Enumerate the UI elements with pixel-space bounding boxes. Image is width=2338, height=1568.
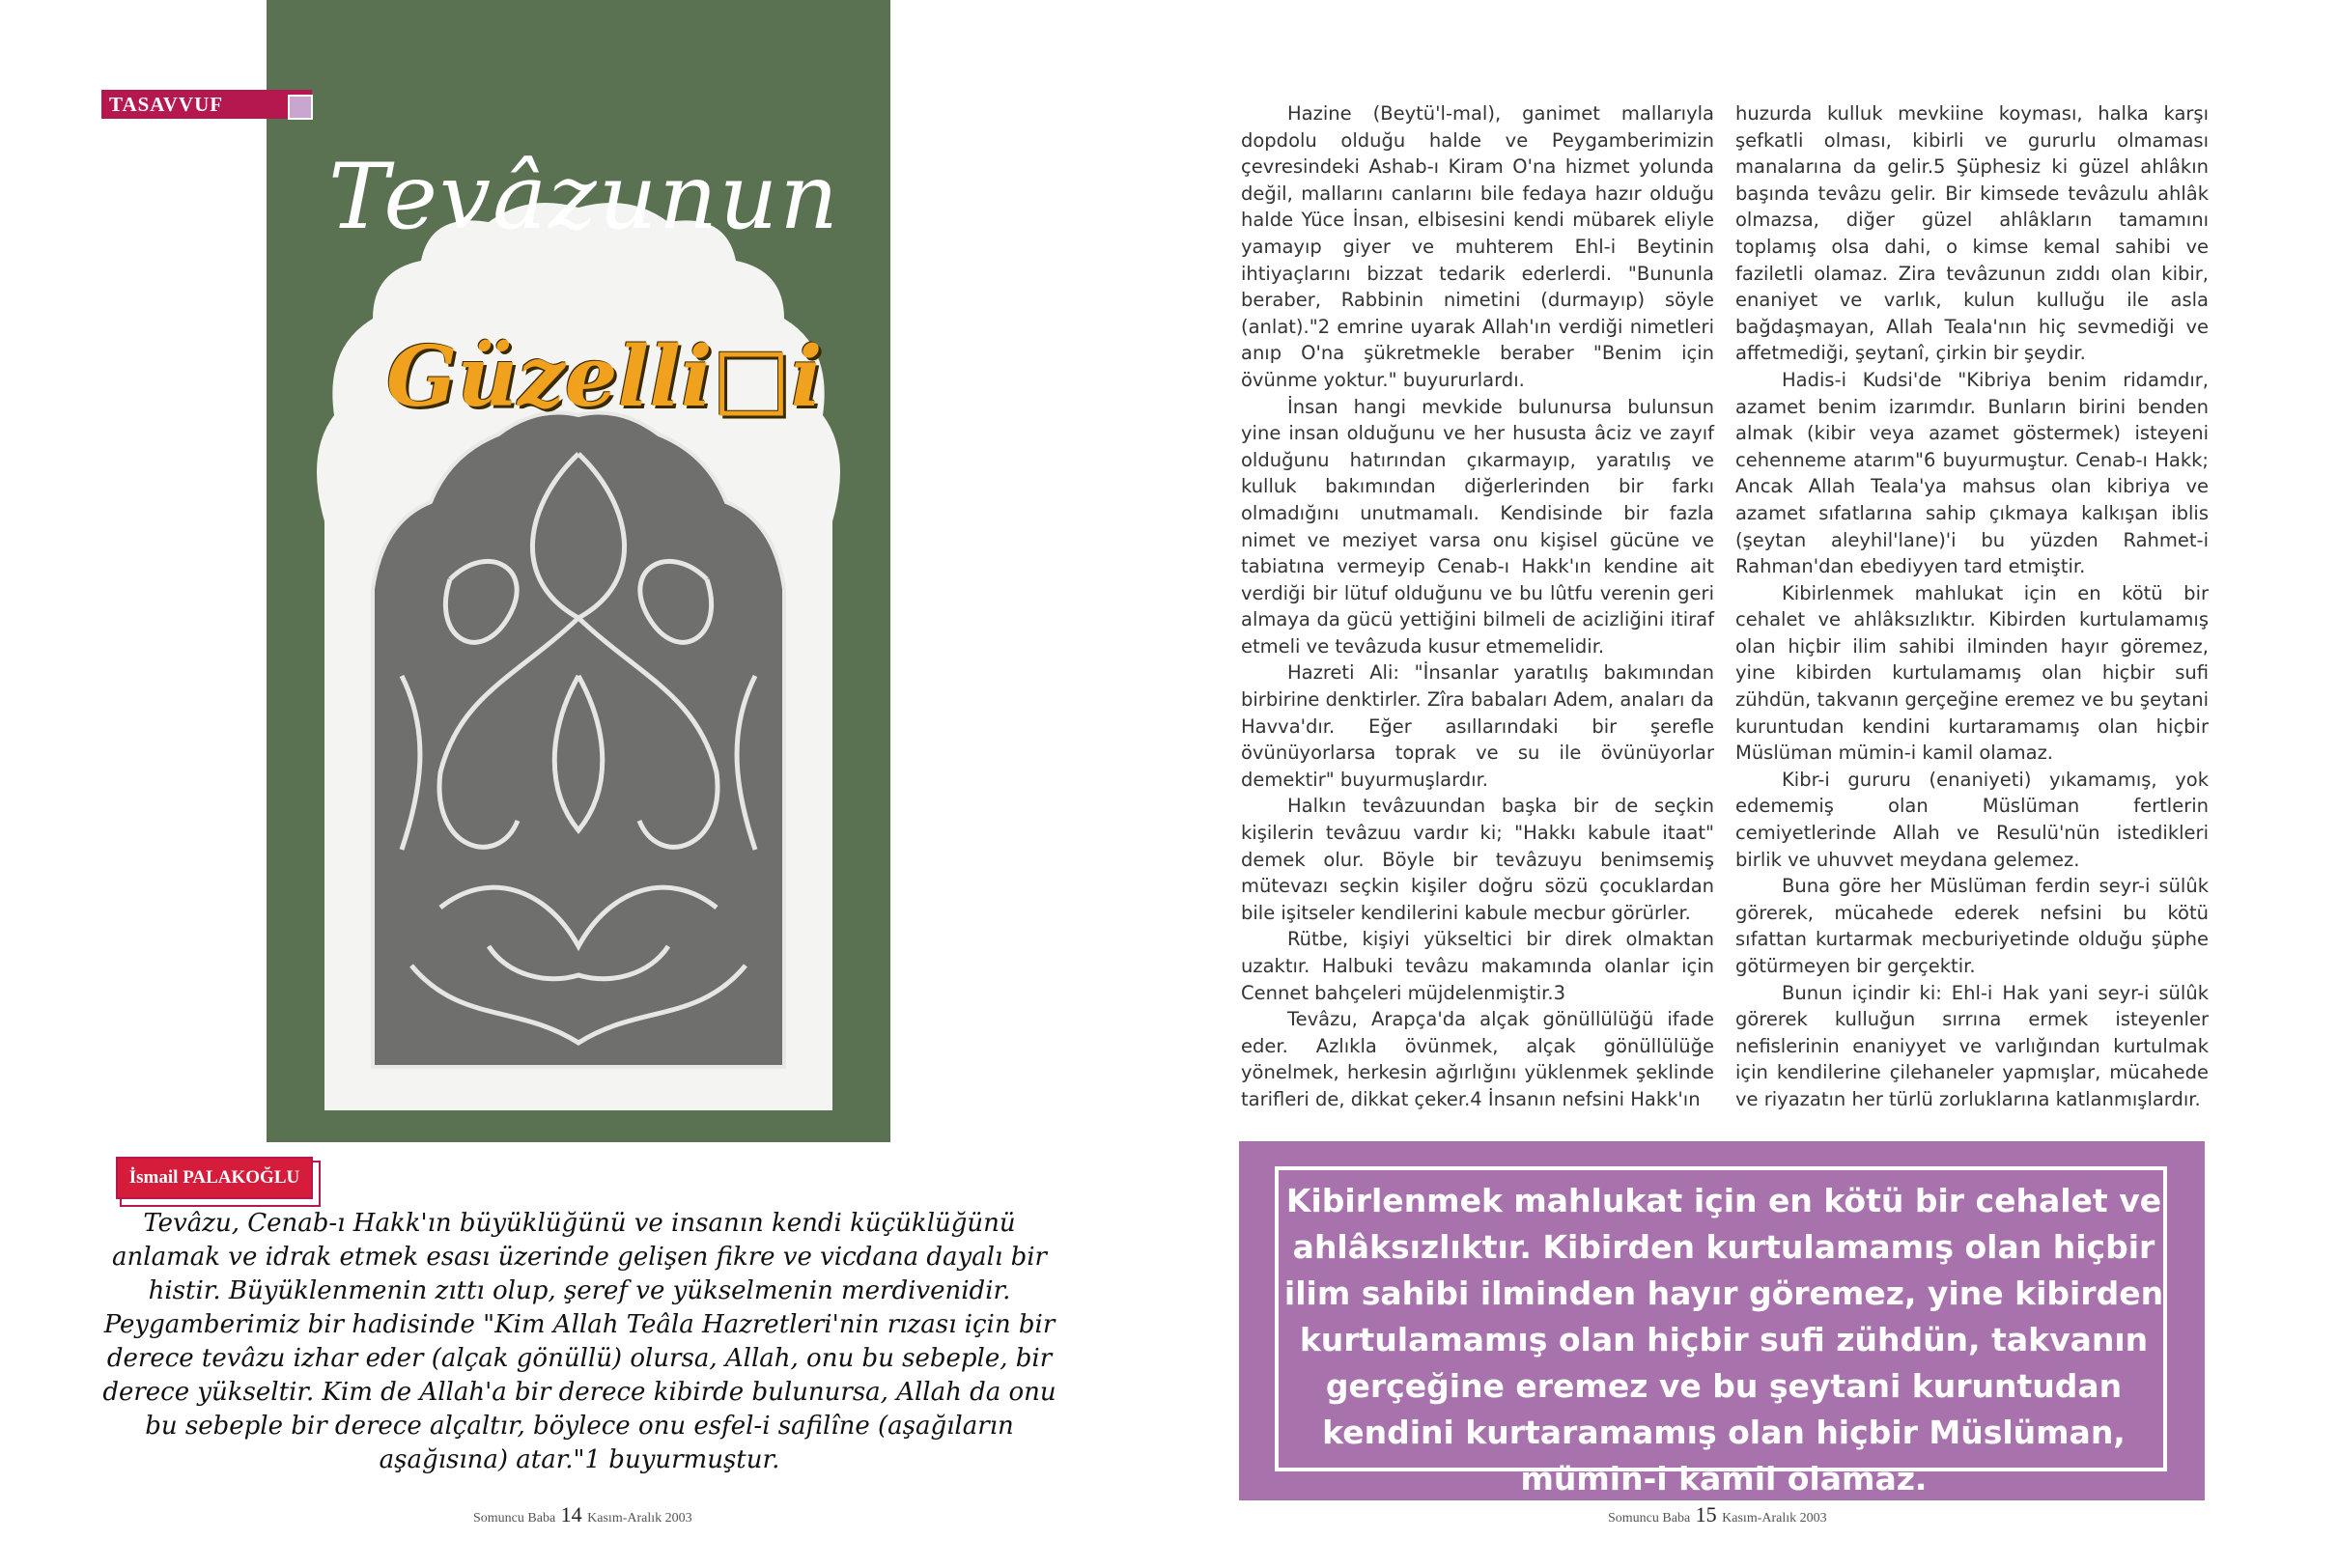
paragraph: Hazine (Beytü'l-mal), ganimet mallarıyla dopdolu olduğu halde ve Peygamberimizin çevresindeki Ashab-ı Kiram O'na hizmet yolunda değil, mallarını canlarını bile fedaya hazır olduğu halde Yüce İnsan, elbisesini kendi mübarek eliyle yamayıp giyer ve muhterem Ehl-i Beytinin ihtiyaçlarını bizzat tedarik ederlerdi. "Bununla beraber, Rabbinin nimetini (durmayıp) söyle (anlat)."2 emrine uyarak Allah'ın verdiği nimetleri anıp O'na şükretmekle beraber "Benim için övünme yoktur." buyururlardı.	[1241, 102, 1714, 391]
footer-date: Kasım-Aralık 2003	[587, 1511, 692, 1526]
paragraph: Hazreti Ali: "İnsanlar yaratılış bakımından birbirine denktirler. Zîra babaları Adem, anaları da Havva'dır. Eğer asıllarındaki bir şerefle övünüyorlarsa toprak ve su ile övünüyorlar demektir" buyurmuşlardır.	[1241, 661, 1714, 791]
text-column-2	[1735, 100, 2209, 1113]
paragraph: İnsan hangi mevkide bulunursa bulunsun yine insan olduğunu ve her hususta âciz ve zayıf olduğunu hatırından çıkarmayıp, yaratılış ve kulluk bakımından diğerlerinden bir farkı olmadığını unutmamalı. Kendisinde bir fazla nimet ve meziyet varsa onu kişisel gücüne ve tabiatına vermeyip Cenab-ı Hakk'ın kendine ait verdiği bir lütuf olduğunu ve bu lûtfu verenin geri almaya da gücü yettiğini bilmeli de acizliğini itiraf etmeli ve tevâzuda kusur etmemelidir.	[1241, 395, 1714, 658]
paragraph: Buna göre her Müslüman ferdin seyr-i sülûk görerek, mücahede ederek nefsini bu kötü sıfattan kurtarmak mecburiyetinde olduğu şüphe götürmeyen bir gerçektir.	[1735, 875, 2209, 977]
page-footer-right	[1608, 1502, 1827, 1527]
text-column-1	[1241, 100, 1714, 1113]
page-footer-left	[473, 1502, 692, 1527]
section-tag: TASAVVUF	[101, 90, 312, 119]
title-line-2: Güzelli□i	[386, 328, 823, 426]
page-number: 15	[1695, 1502, 1717, 1526]
paragraph: Kibr-i gururu (enaniyeti) yıkamamış, yok edememiş olan Müslüman fertlerin cemiyetlerinde Allah ve Resulü'nün istedikleri birlik ve uhuvvet meydana gelemez.	[1735, 768, 2209, 871]
title-line-1: Tevâzunun	[328, 145, 840, 250]
page-number: 14	[560, 1502, 582, 1526]
paragraph: Bunun içindir ki: Ehl-i Hak yani seyr-i sülûk görerek kulluğun sırrına ermek isteyenler nefislerinin enaniyyet ve varlığından kurtulmak için kendilerine çilehaneler yapmışlar, mücahede ve riyazatın her türlü zorluklarına katlanmışlardır.	[1735, 981, 2209, 1110]
footer-magazine: Somuncu Baba	[1608, 1511, 1691, 1526]
author-badge: İsmail PALAKOĞLU	[116, 1157, 313, 1199]
paragraph: huzurda kulluk mevkiine koyması, halka karşı şefkatli olması, kibirli ve gururlu olmaması manalarına da gelir.5 Şüphesiz ki güzel ahlâkın başında tevâzu gelir. Bir kimsede tevâzulu ahlâk olmazsa, diğer güzel ahlâkların tamamını toplamış olsa dahi, o kimse kemal sahibi ve faziletli olamaz. Zira tevâzunun zıddı olan kibir, enaniyet ve varlık, kulun kulluğu ile asla bağdaşmayan, Allah Teala'nın hiç sevmediği ve affetmediği, şeytanî, çirkin bir şeydir.	[1735, 102, 2209, 365]
paragraph: Kibirlenmek mahlukat için en kötü bir cehalet ve ahlâksızlıktır. Kibirden kurtulamamış olan hiçbir ilim sahibi ilminden hayır göremez, yine kibirden kurtulamamış olan hiçbir sufi zühdün, takvanın gerçeğine eremez ve bu şeytani kuruntudan kendini kurtaramamış olan hiçbir Müslüman mümin-i kamil olamaz.	[1735, 581, 2209, 765]
paragraph: Tevâzu, Arapça'da alçak gönüllülüğü ifade eder. Azlıkla övünmek, alçak gönüllülüğe yönelmek, herkesin ağırlığını yüklenmek şeklinde tarifleri de, dikkat çeker.4 İnsanın nefsini Hakk'ın	[1241, 1008, 1714, 1110]
tag-square-icon	[288, 95, 313, 120]
footer-magazine: Somuncu Baba	[473, 1511, 556, 1526]
paragraph: Halkın tevâzuundan başka bir de seçkin kişilerin tevâzuu vardır ki; "Hakkı kabule itaat" demek olur. Böyle bir tevâzuyu benimsemiş mütevazı seçkin kişiler doğru sözü çocuklardan bile işitseler kendilerini kabule mecbur görürler.	[1241, 795, 1714, 924]
intro-paragraph: Tevâzu, Cenab-ı Hakk'ın büyüklüğünü ve insanın kendi küçüklüğünü anlamak ve idrak etmek esası üzerinde gelişen fikre ve vicdana dayalı bir histir. Büyüklenmenin zıttı olup, şeref ve yükselmenin merdivenidir. Peygamberimiz bir hadisinde "Kim Allah Teâla Hazretleri'nin rızası için bir derece tevâzu izhar eder (alçak gönüllü) olursa, Allah, onu bu sebeple, bir derece yükseltir. Kim de Allah'a bir derece kibirde bulunursa, Allah da onu bu sebeple bir derece alçaltır, böylece onu esfel-i safilîne (aşağıların aşağısına) atar."1 buyurmuştur.	[102, 1209, 1056, 1474]
pull-quote-text: Kibirlenmek mahlukat için en kötü bir cehalet ve ahlâksızlıktır. Kibirden kurtulamamış olan hiçbir ilim sahibi ilminden hayır göremez, yine kibirden kurtulamamış olan hiçbir sufi zühdün, takvanın gerçeğine eremez ve bu şeytani kuruntudan kendini kurtaramamış olan hiçbir Müslüman, mümin-i kamil olamaz.	[1283, 1182, 2164, 1498]
paragraph: Rütbe, kişiyi yükseltici bir direk olmaktan uzaktır. Halbuki tevâzu makamında olanlar için Cennet bahçeleri müjdelenmiştir.3	[1241, 928, 1714, 1004]
footer-date: Kasım-Aralık 2003	[1722, 1511, 1827, 1526]
paragraph: Hadis-i Kudsi'de "Kibriya benim ridamdır, azamet benim izarımdır. Bunların birini benden almak (kibir veya azamet göstermek) isteyeni cehenneme atarım"6 buyurmuştur. Cenab-ı Hakk; Ancak Allah Teala'ya mahsus olan kibriya ve azamet sıfatlarına sahip çıkmaya kalkışan iblis (şeytan aleyhil'lane)'i bu yüzden Rahmet-i Rahman'dan ebediyyen tard etmiştir.	[1735, 368, 2209, 578]
